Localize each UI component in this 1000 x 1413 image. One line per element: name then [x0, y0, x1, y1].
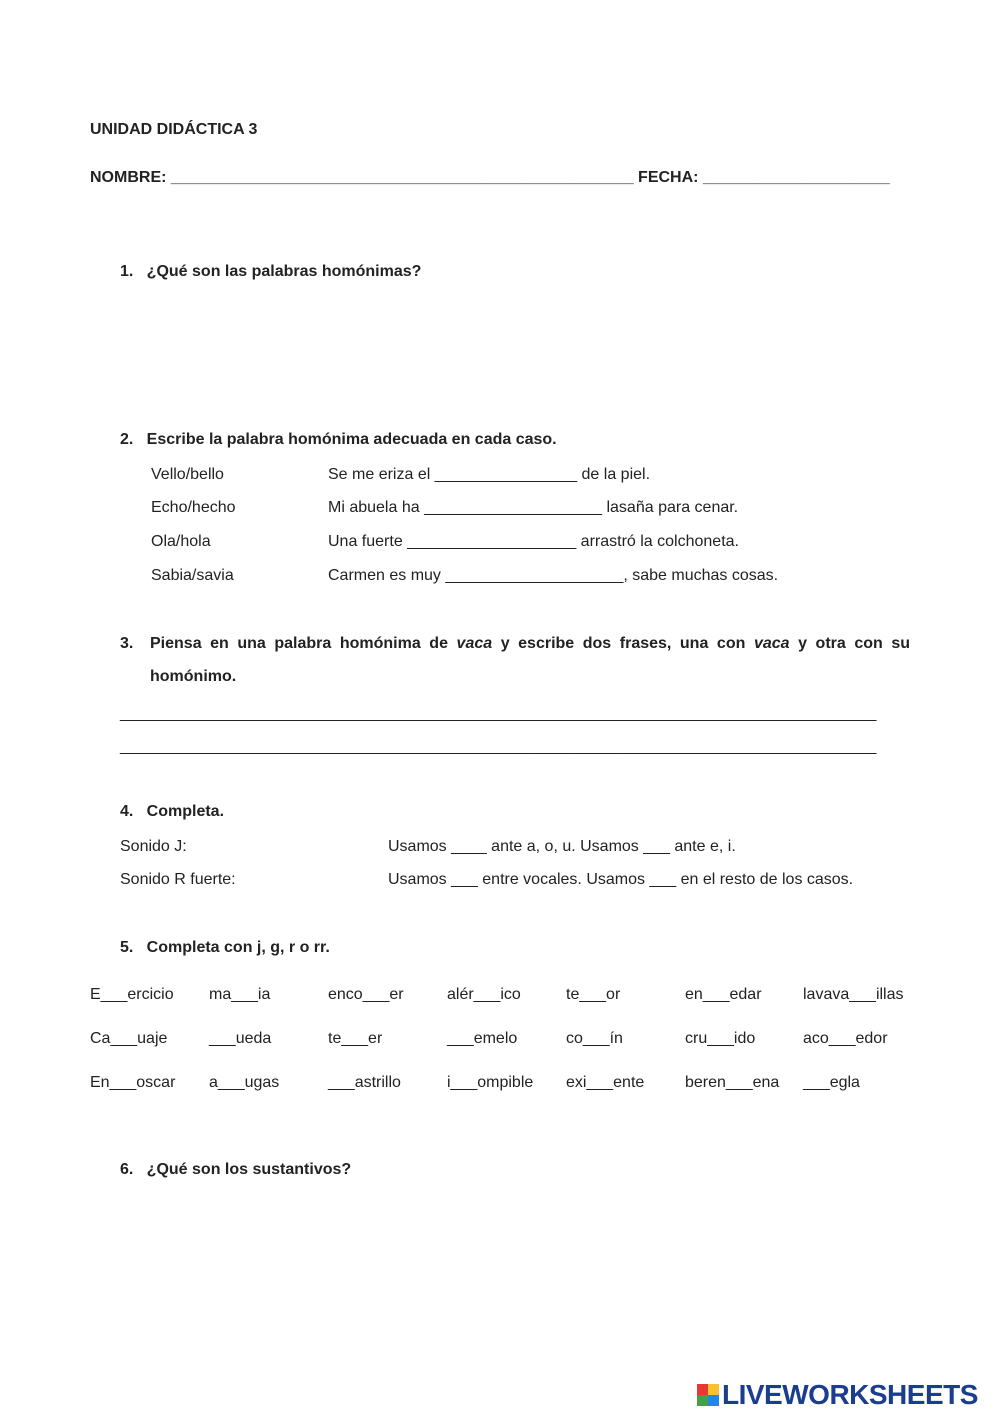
q5-word: ___ueda [209, 1030, 272, 1047]
q5-word: lavava___illas [803, 986, 904, 1003]
q5-word: aco___edor [803, 1030, 888, 1047]
q5-word: a___ugas [209, 1074, 280, 1091]
q3-part3: y otra con su [789, 635, 911, 652]
question-1-title: 1. ¿Qué son las palabras homónimas? [120, 263, 422, 280]
q5-word: Ca___uaje [90, 1030, 168, 1047]
q3-word-vaca-2: vaca [753, 635, 790, 652]
question-5-title: 5. Completa con j, g, r o rr. [120, 939, 330, 956]
q4-label-2: Sonido R fuerte: [120, 871, 236, 888]
q2-pair-1: Vello/bello [151, 466, 224, 483]
q5-word: ___emelo [447, 1030, 518, 1047]
q2-sentence-4: Carmen es muy ____________________, sabe muchas cosas. [328, 567, 779, 584]
q4-label-1: Sonido J: [120, 838, 187, 855]
q5-word: ___astrillo [328, 1074, 401, 1091]
q5-word: i___ompible [447, 1074, 534, 1091]
logo-squares-icon [697, 1384, 719, 1406]
question-4-title: 4. Completa. [120, 803, 225, 820]
q3-part2: y escribe dos frases, una con [492, 635, 754, 652]
question-3-text [150, 634, 910, 654]
q5-word: te___or [566, 986, 621, 1003]
q5-word: beren___ena [685, 1074, 780, 1091]
q5-word: ___egla [803, 1074, 860, 1091]
q2-pair-4: Sabia/savia [151, 567, 234, 584]
q2-sentence-1: Se me eriza el ________________ de la piel. [328, 466, 651, 483]
q3-word-vaca-1: vaca [456, 635, 493, 652]
liveworksheets-logo [697, 1380, 978, 1410]
q2-pair-2: Echo/hecho [151, 499, 236, 516]
question-2-title: 2. Escribe la palabra homónima adecuada en cada caso. [120, 431, 557, 448]
question-3-number: 3. [120, 635, 134, 652]
q5-word: en___edar [685, 986, 762, 1003]
q2-pair-3: Ola/hola [151, 533, 211, 550]
q2-sentence-3: Una fuerte ___________________ arrastró la colchoneta. [328, 533, 739, 550]
q5-word: En___oscar [90, 1074, 176, 1091]
question-3-line2: homónimo. [150, 668, 237, 685]
q4-text-2: Usamos ___ entre vocales. Usamos ___ en el resto de los casos. [388, 871, 854, 888]
logo-text: LIVEWORKSHEETS [722, 1379, 978, 1410]
unit-title: UNIDAD DIDÁCTICA 3 [90, 121, 258, 138]
name-date-line: NOMBRE: ____________________________________________________ FECHA: _____________________ [90, 169, 890, 186]
q5-word: co___ín [566, 1030, 623, 1047]
q5-word: te___er [328, 1030, 383, 1047]
q3-answer-line-2: _____________________________________________________________________________________ [120, 738, 877, 755]
q3-part1: Piensa en una palabra homónima de [150, 635, 457, 652]
q5-word: exi___ente [566, 1074, 645, 1091]
q3-answer-line-1: _____________________________________________________________________________________ [120, 705, 877, 722]
q5-word: ma___ia [209, 986, 271, 1003]
q2-sentence-2: Mi abuela ha ____________________ lasaña para cenar. [328, 499, 739, 516]
q5-word: cru___ido [685, 1030, 756, 1047]
q4-text-1: Usamos ____ ante a, o, u. Usamos ___ ante e, i. [388, 838, 736, 855]
q5-word: E___ercicio [90, 986, 174, 1003]
q5-word: enco___er [328, 986, 404, 1003]
question-6-title: 6. ¿Qué son los sustantivos? [120, 1161, 352, 1178]
q5-word: alér___ico [447, 986, 521, 1003]
